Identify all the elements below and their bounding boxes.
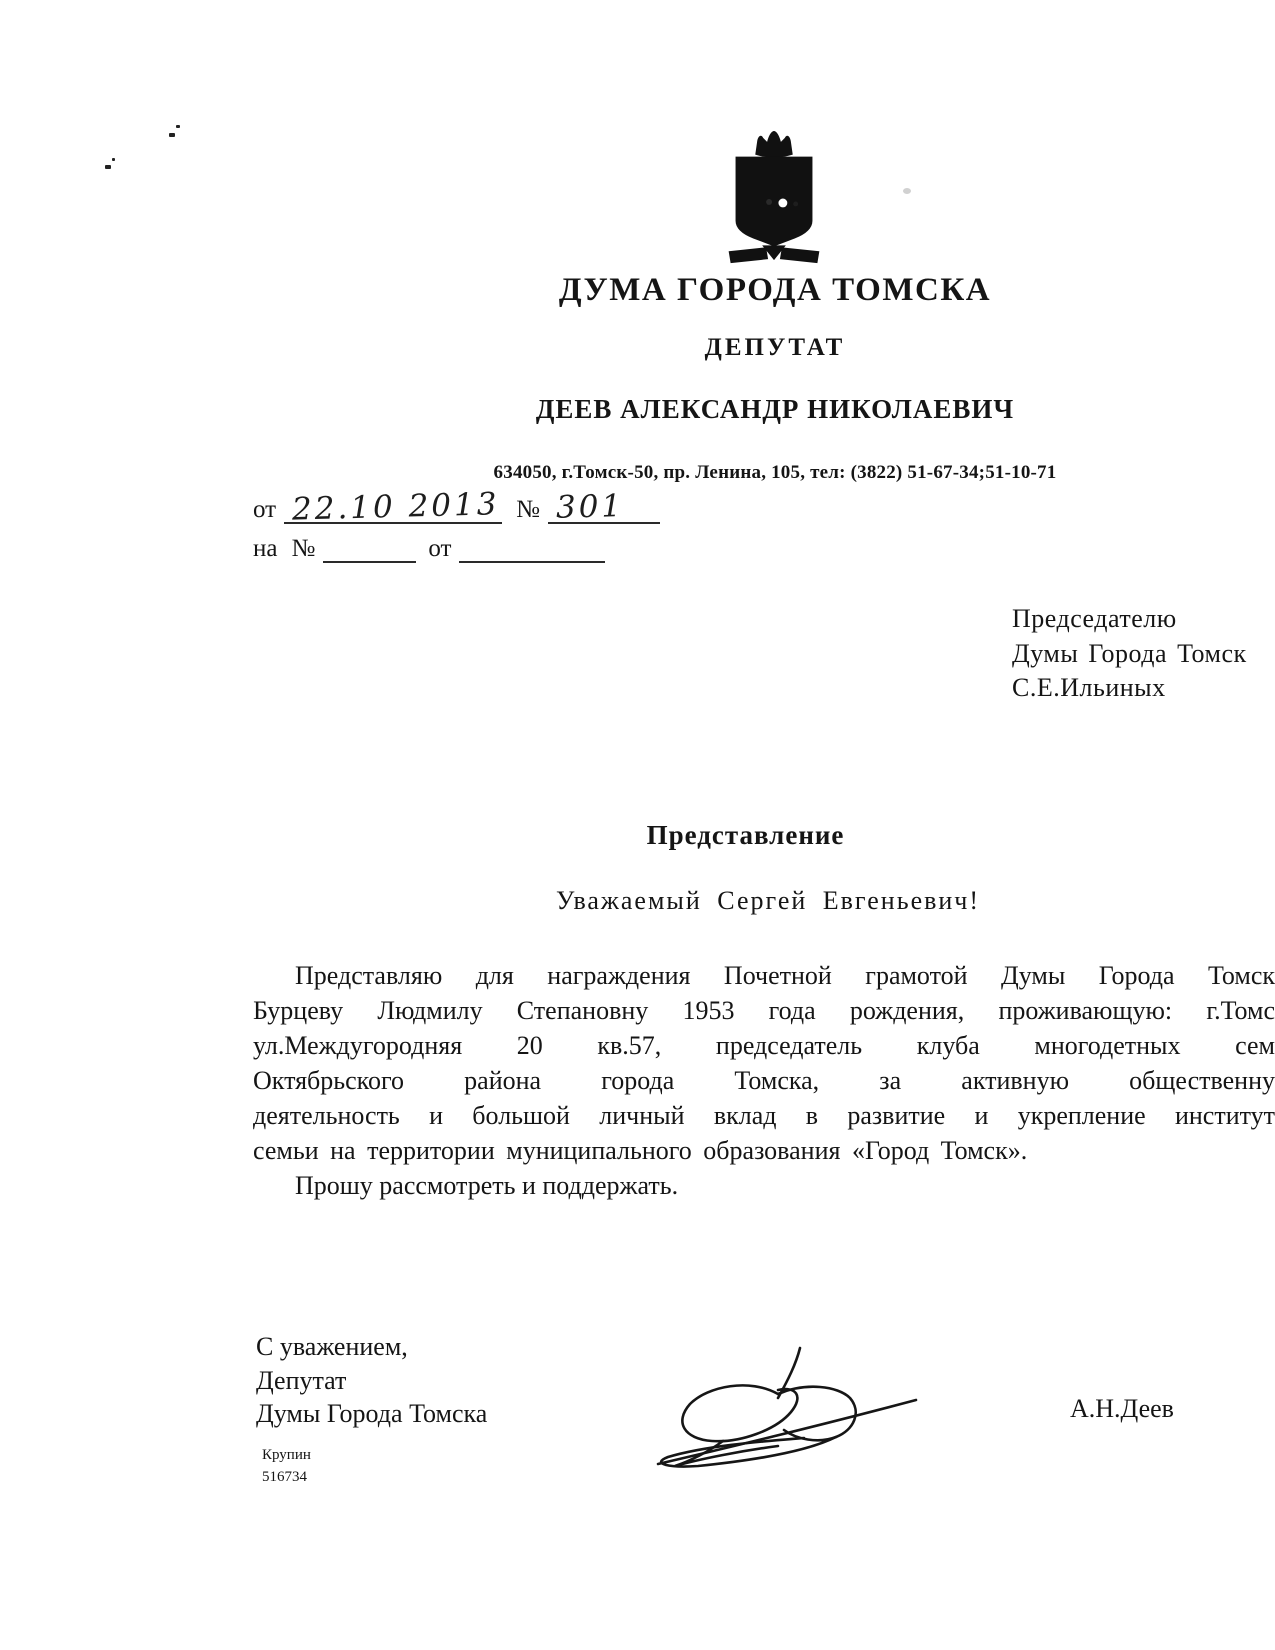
executor-block bbox=[262, 1444, 311, 1488]
body-line: Бурцеву Людмилу Степановну 1953 года рождения, проживающую: г.Томс bbox=[253, 996, 1275, 1025]
signer-name: А.Н.Деев bbox=[1070, 1394, 1174, 1423]
body-line: Представляю для награждения Почетной грамотой Думы Города Томск bbox=[295, 961, 1275, 990]
letter-body bbox=[253, 958, 1275, 1203]
closing-block bbox=[256, 1330, 487, 1431]
organization-title: ДУМА ГОРОДА ТОМСКА bbox=[558, 272, 992, 308]
signer-position: Депутат bbox=[256, 1365, 347, 1395]
executor-code: 516734 bbox=[262, 1469, 307, 1485]
scan-speck bbox=[112, 158, 115, 161]
outgoing-reference-row bbox=[253, 486, 660, 528]
out-date-label: от bbox=[253, 496, 277, 523]
signer-organization: Думы Города Томска bbox=[256, 1399, 488, 1428]
deputy-name: ДЕЕВ АЛЕКСАНДР НИКОЛАЕВИЧ bbox=[535, 394, 1015, 424]
in-ot-label: от bbox=[428, 535, 452, 562]
body-line: Прошу рассмотреть и поддержать. bbox=[295, 1171, 679, 1200]
in-number-blank bbox=[323, 531, 416, 563]
number-sign-label: № bbox=[516, 496, 540, 523]
recipient-organization: Думы Города Томск bbox=[1012, 638, 1247, 668]
recipient-block bbox=[1012, 602, 1247, 706]
scan-speck bbox=[176, 125, 180, 128]
deputy-position-title: ДЕПУТАТ bbox=[704, 334, 846, 361]
in-number-sign-label: № bbox=[291, 535, 316, 562]
recipient-name: С.Е.Ильиных bbox=[1012, 673, 1166, 702]
document-title: Представление bbox=[646, 820, 845, 850]
in-date-blank bbox=[459, 531, 605, 563]
scan-speck bbox=[105, 165, 111, 169]
contact-line: 634050, г.Томск-50, пр. Ленина, 105, тел: (3822) 51-67-34;51-10-71 bbox=[493, 462, 1057, 483]
incoming-reference-row bbox=[253, 531, 660, 563]
body-line: деятельность и большой личный вклад в развитие и укрепление институт bbox=[253, 1101, 1275, 1130]
in-na-label: на bbox=[253, 535, 278, 562]
reference-block bbox=[253, 486, 660, 563]
body-line: семьи на территории муниципального образования «Город Томск». bbox=[253, 1136, 1028, 1165]
out-date-field bbox=[284, 486, 502, 528]
handwritten-date: 22.10 2013 bbox=[291, 486, 501, 528]
tomsk-city-coat-of-arms-icon bbox=[724, 130, 824, 270]
executor-name: Крупин bbox=[262, 1447, 311, 1463]
scan-speck bbox=[903, 188, 911, 194]
handwritten-number: 301 bbox=[555, 488, 625, 526]
closing-phrase: С уважением, bbox=[256, 1332, 408, 1361]
salutation: Уважаемый Сергей Евгеньевич! bbox=[555, 886, 981, 915]
body-line: ул.Междугородняя 20 кв.57, председатель клуба многодетных сем bbox=[253, 1031, 1275, 1060]
out-number-field bbox=[548, 488, 660, 526]
recipient-title: Председателю bbox=[1012, 604, 1177, 633]
body-line: Октябрьского района города Томска, за активную общественну bbox=[253, 1066, 1275, 1095]
handwritten-signature bbox=[628, 1342, 920, 1470]
scan-speck bbox=[169, 133, 175, 137]
